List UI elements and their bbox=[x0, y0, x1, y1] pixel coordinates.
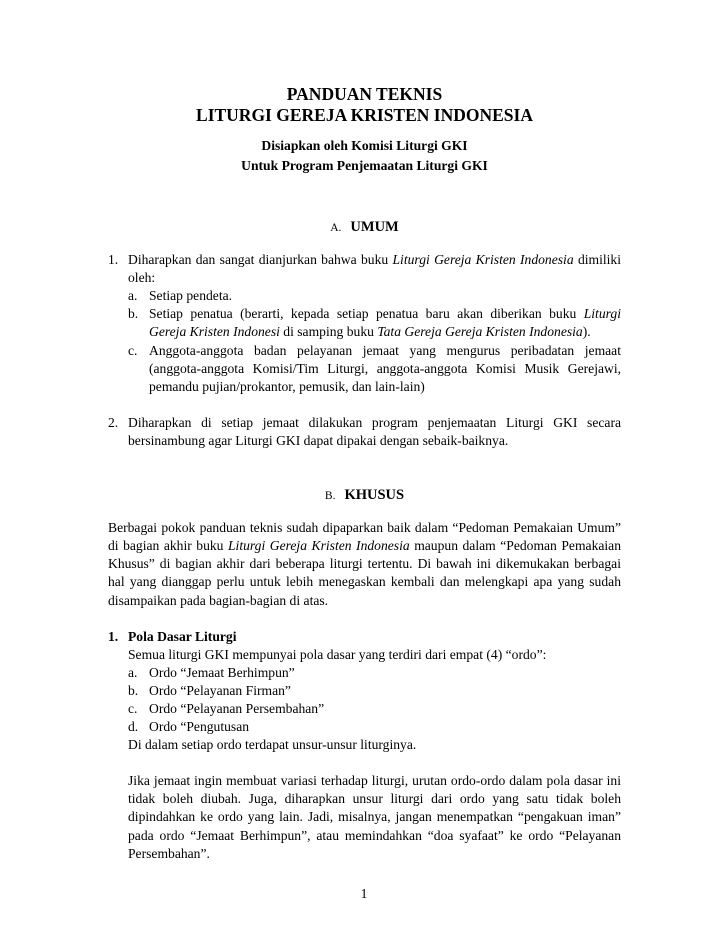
section-b-intro bbox=[108, 519, 621, 609]
sub-letter: b. bbox=[128, 682, 139, 698]
sub-list-item bbox=[128, 682, 621, 700]
text-run: Diharapkan dan sangat dianjurkan bahwa buku bbox=[128, 252, 393, 268]
section-b-heading bbox=[108, 486, 621, 505]
item-lead: Semua liturgi GKI mempunyai pola dasar yang terdiri dari empat (4) “ordo”: bbox=[128, 646, 547, 662]
sub-letter: a. bbox=[128, 288, 138, 304]
item-number: 1. bbox=[108, 252, 119, 268]
text-run: Setiap penatua (berarti, kepada setiap penatua baru akan diberikan buku bbox=[149, 306, 584, 322]
text-run: Berbagai pokok panduan teknis sudah dipaparkan baik dalam “Pedoman Pemakaian Umum” di bagian akhir buku bbox=[108, 520, 621, 554]
text-run: ). bbox=[582, 324, 591, 340]
section-b-letter: B. bbox=[324, 490, 336, 503]
sub-letter: c. bbox=[128, 700, 138, 716]
sub-list-item bbox=[128, 664, 621, 682]
doc-title-line1: PANDUAN TEKNIS bbox=[286, 84, 443, 104]
sub-text: Anggota-anggota badan pelayanan jemaat yang mengurus peribadatan jemaat (anggota-anggota Komisi/Tim Liturgi, anggota-anggota Komisi Musik Gerejawi, pemandu pujian/prokantor, pemusik, dan lain-lain) bbox=[149, 342, 621, 394]
sub-letter: a. bbox=[128, 664, 138, 680]
document-page bbox=[108, 84, 621, 863]
book-title: Liturgi Gereja Kristen Indonesia bbox=[392, 252, 574, 268]
doc-title-line2: LITURGI GEREJA KRISTEN INDONESIA bbox=[196, 105, 533, 125]
sub-letter: b. bbox=[128, 306, 139, 322]
prepared-by: Disiapkan oleh Komisi Liturgi GKI bbox=[261, 138, 468, 153]
sub-text bbox=[149, 305, 621, 341]
sub-list-item bbox=[128, 718, 621, 736]
item-note: Di dalam setiap ordo terdapat unsur-unsur liturginya. bbox=[128, 737, 417, 753]
item-paragraph: Jika jemaat ingin membuat variasi terhadap liturgi, urutan ordo-ordo dalam pola dasar ini tidak boleh diubah. Juga, diharapkan unsur liturgi dari ordo yang satu tidak boleh dipindahkan ke ordo yang lain. Jadi, misalnya, jangan menempatkan “pengakuan iman” pada ordo “Jemaat Berhimpun”, atau memindahkan “doa syafaat” ke ordo “Pelayanan Persembahan”. bbox=[128, 773, 621, 861]
book-title: Tata Gereja Gereja Kristen Indonesia bbox=[377, 324, 583, 340]
text-run: maupun dalam “Pedoman Pemakaian Khusus” di bagian akhir dari beberapa liturgi tertentu. Di bawah ini dikemukakan berbagai hal yang dianggap perlu untuk lebih menegaskan kembali dan melengkapi apa yang sudah disampaikan pada bagian-bagian di atas. bbox=[108, 538, 622, 608]
text-run: dimiliki oleh: bbox=[128, 252, 621, 286]
item-text bbox=[128, 251, 621, 287]
sub-text: Ordo “Pelayanan Persembahan” bbox=[149, 700, 325, 716]
item-heading: Pola Dasar Liturgi bbox=[128, 628, 237, 644]
sub-list-item bbox=[128, 342, 621, 396]
item-text: Diharapkan di setiap jemaat dilakukan program penjemaatan Liturgi GKI secara bersinambung agar Liturgi GKI dapat dipakai dengan sebaik-baiknya. bbox=[128, 414, 621, 448]
sub-letter: c. bbox=[128, 342, 138, 358]
section-b-title: KHUSUS bbox=[344, 487, 405, 504]
sub-list-item bbox=[128, 305, 621, 341]
section-a-title: UMUM bbox=[350, 219, 399, 235]
section-a-heading bbox=[108, 218, 621, 237]
text-run: di samping buku bbox=[279, 324, 378, 340]
book-title: Liturgi Gereja Kristen Indonesi bbox=[149, 306, 621, 340]
sub-list-item bbox=[128, 700, 621, 718]
item-number: 2. bbox=[108, 414, 119, 430]
sub-text: Ordo “Pelayanan Firman” bbox=[149, 682, 291, 698]
program-line: Untuk Program Penjemaatan Liturgi GKI bbox=[241, 158, 488, 173]
list-item bbox=[108, 628, 621, 863]
sub-letter: d. bbox=[128, 719, 139, 735]
list-item bbox=[108, 251, 621, 396]
list-item bbox=[108, 414, 621, 450]
sub-text: Ordo “Jemaat Berhimpun” bbox=[149, 664, 295, 680]
sub-text: Ordo “Pengutusan bbox=[149, 719, 250, 735]
sub-text: Setiap pendeta. bbox=[149, 288, 233, 304]
sub-list-item bbox=[128, 287, 621, 305]
section-a-letter: A. bbox=[330, 222, 342, 234]
item-number: 1. bbox=[108, 628, 119, 644]
book-title: Liturgi Gereja Kristen Indonesia bbox=[227, 538, 410, 554]
page-number: 1 bbox=[360, 886, 368, 901]
